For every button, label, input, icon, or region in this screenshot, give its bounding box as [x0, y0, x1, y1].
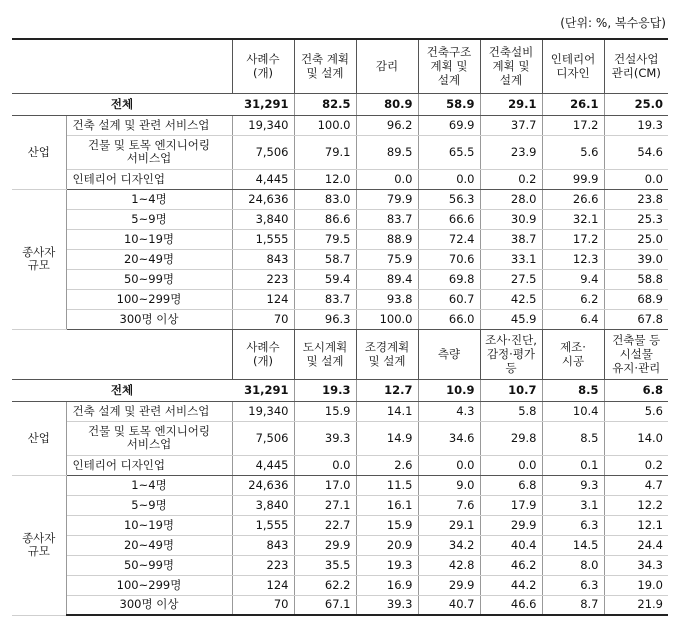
cell-value: 0.1	[542, 455, 604, 475]
cell-value: 12.1	[604, 515, 668, 535]
cell-value: 29.9	[294, 535, 356, 555]
data-row	[12, 115, 668, 135]
cell-value: 70	[232, 309, 294, 329]
total-row	[12, 379, 668, 401]
cell-value: 17.2	[542, 229, 604, 249]
data-row	[12, 401, 668, 421]
column-header: 건축구조 계획 및 설계	[418, 39, 480, 93]
cell-value: 843	[232, 249, 294, 269]
column-header: 건축설비 계획 및 설계	[480, 39, 542, 93]
cell-value: 83.7	[356, 209, 418, 229]
data-row	[12, 249, 668, 269]
row-label: 10~19명	[66, 515, 232, 535]
cell-value: 79.5	[294, 229, 356, 249]
cell-value: 93.8	[356, 289, 418, 309]
cell-value: 7,506	[232, 421, 294, 455]
cell-value: 8.7	[542, 595, 604, 615]
cell-value: 12.0	[294, 169, 356, 189]
cell-value: 12.2	[604, 495, 668, 515]
column-header: 사례수 (개)	[232, 39, 294, 93]
cell-value: 6.4	[542, 309, 604, 329]
cell-value: 3,840	[232, 209, 294, 229]
total-value: 31,291	[232, 379, 294, 401]
cell-value: 60.7	[418, 289, 480, 309]
total-value: 19.3	[294, 379, 356, 401]
cell-value: 0.0	[294, 455, 356, 475]
cell-value: 14.1	[356, 401, 418, 421]
row-label: 5~9명	[66, 495, 232, 515]
column-header: 도시계획 및 설계	[294, 329, 356, 379]
data-row	[12, 309, 668, 329]
row-label: 인테리어 디자인업	[66, 455, 232, 475]
data-row	[12, 169, 668, 189]
cell-value: 96.3	[294, 309, 356, 329]
cell-value: 11.5	[356, 475, 418, 495]
cell-value: 34.6	[418, 421, 480, 455]
cell-value: 1,555	[232, 229, 294, 249]
cell-value: 7.6	[418, 495, 480, 515]
row-label: 1~4명	[66, 475, 232, 495]
total-value: 6.8	[604, 379, 668, 401]
total-value: 26.1	[542, 93, 604, 115]
row-label: 건물 및 토목 엔지니어링 서비스업	[66, 421, 232, 455]
cell-value: 9.4	[542, 269, 604, 289]
cell-value: 39.3	[356, 595, 418, 615]
cell-value: 89.5	[356, 135, 418, 169]
cell-value: 0.0	[604, 169, 668, 189]
cell-value: 15.9	[356, 515, 418, 535]
cell-value: 54.6	[604, 135, 668, 169]
survey-table	[12, 38, 668, 616]
cell-value: 89.4	[356, 269, 418, 289]
row-label: 건축 설계 및 관련 서비스업	[66, 115, 232, 135]
row-label: 5~9명	[66, 209, 232, 229]
cell-value: 16.9	[356, 575, 418, 595]
total-value: 29.1	[480, 93, 542, 115]
cell-value: 45.9	[480, 309, 542, 329]
total-value: 58.9	[418, 93, 480, 115]
row-label: 300명 이상	[66, 309, 232, 329]
data-row	[12, 269, 668, 289]
cell-value: 58.7	[294, 249, 356, 269]
cell-value: 96.2	[356, 115, 418, 135]
data-row	[12, 229, 668, 249]
cell-value: 4,445	[232, 169, 294, 189]
data-row	[12, 495, 668, 515]
cell-value: 46.2	[480, 555, 542, 575]
data-row	[12, 595, 668, 615]
cell-value: 100.0	[294, 115, 356, 135]
cell-value: 72.4	[418, 229, 480, 249]
cell-value: 223	[232, 555, 294, 575]
cell-value: 5.6	[604, 401, 668, 421]
cell-value: 9.3	[542, 475, 604, 495]
header-row	[12, 329, 668, 379]
cell-value: 83.7	[294, 289, 356, 309]
cell-value: 67.8	[604, 309, 668, 329]
cell-value: 17.9	[480, 495, 542, 515]
cell-value: 25.0	[604, 229, 668, 249]
cell-value: 100.0	[356, 309, 418, 329]
cell-value: 29.8	[480, 421, 542, 455]
cell-value: 68.9	[604, 289, 668, 309]
cell-value: 29.9	[418, 575, 480, 595]
row-label: 1~4명	[66, 189, 232, 209]
total-value: 82.5	[294, 93, 356, 115]
column-header: 사례수 (개)	[232, 329, 294, 379]
cell-value: 1,555	[232, 515, 294, 535]
cell-value: 99.9	[542, 169, 604, 189]
row-label: 20~49명	[66, 249, 232, 269]
data-row	[12, 209, 668, 229]
column-header: 감리	[356, 39, 418, 93]
header-corner	[12, 39, 232, 93]
cell-value: 19,340	[232, 401, 294, 421]
row-label: 300명 이상	[66, 595, 232, 615]
cell-value: 3,840	[232, 495, 294, 515]
cell-value: 62.2	[294, 575, 356, 595]
cell-value: 27.5	[480, 269, 542, 289]
cell-value: 0.0	[356, 169, 418, 189]
cell-value: 6.2	[542, 289, 604, 309]
cell-value: 66.6	[418, 209, 480, 229]
cell-value: 32.1	[542, 209, 604, 229]
cell-value: 9.0	[418, 475, 480, 495]
cell-value: 29.9	[480, 515, 542, 535]
cell-value: 6.3	[542, 575, 604, 595]
cell-value: 12.3	[542, 249, 604, 269]
cell-value: 79.1	[294, 135, 356, 169]
cell-value: 4.7	[604, 475, 668, 495]
cell-value: 17.2	[542, 115, 604, 135]
cell-value: 26.6	[542, 189, 604, 209]
cell-value: 22.7	[294, 515, 356, 535]
data-row	[12, 535, 668, 555]
row-label: 100~299명	[66, 575, 232, 595]
total-row	[12, 93, 668, 115]
cell-value: 69.8	[418, 269, 480, 289]
data-row	[12, 189, 668, 209]
cell-value: 19,340	[232, 115, 294, 135]
row-label: 50~99명	[66, 555, 232, 575]
cell-value: 58.8	[604, 269, 668, 289]
total-label: 전체	[12, 379, 232, 401]
data-row	[12, 575, 668, 595]
column-header: 인테리어 디자인	[542, 39, 604, 93]
cell-value: 4,445	[232, 455, 294, 475]
cell-value: 843	[232, 535, 294, 555]
cell-value: 0.0	[418, 455, 480, 475]
cell-value: 24.4	[604, 535, 668, 555]
data-row	[12, 421, 668, 455]
row-label: 건물 및 토목 엔지니어링 서비스업	[66, 135, 232, 169]
data-row	[12, 455, 668, 475]
cell-value: 124	[232, 289, 294, 309]
total-value: 25.0	[604, 93, 668, 115]
cell-value: 40.7	[418, 595, 480, 615]
cell-value: 66.0	[418, 309, 480, 329]
cell-value: 34.3	[604, 555, 668, 575]
data-row	[12, 515, 668, 535]
cell-value: 70	[232, 595, 294, 615]
cell-value: 0.2	[480, 169, 542, 189]
data-row	[12, 555, 668, 575]
total-label: 전체	[12, 93, 232, 115]
cell-value: 6.8	[480, 475, 542, 495]
survey-table-body	[12, 39, 668, 615]
total-value: 10.7	[480, 379, 542, 401]
cell-value: 2.6	[356, 455, 418, 475]
cell-value: 5.6	[542, 135, 604, 169]
cell-value: 42.5	[480, 289, 542, 309]
cell-value: 29.1	[418, 515, 480, 535]
cell-value: 17.0	[294, 475, 356, 495]
cell-value: 27.1	[294, 495, 356, 515]
cell-value: 14.5	[542, 535, 604, 555]
row-category: 종사자 규모	[12, 189, 66, 329]
cell-value: 67.1	[294, 595, 356, 615]
column-header: 건축물 등 시설물 유지·관리	[604, 329, 668, 379]
cell-value: 19.3	[604, 115, 668, 135]
data-row	[12, 289, 668, 309]
cell-value: 34.2	[418, 535, 480, 555]
cell-value: 42.8	[418, 555, 480, 575]
cell-value: 124	[232, 575, 294, 595]
column-header: 건축 계획 및 설계	[294, 39, 356, 93]
row-label: 건축 설계 및 관련 서비스업	[66, 401, 232, 421]
cell-value: 23.9	[480, 135, 542, 169]
cell-value: 4.3	[418, 401, 480, 421]
cell-value: 38.7	[480, 229, 542, 249]
cell-value: 33.1	[480, 249, 542, 269]
total-value: 80.9	[356, 93, 418, 115]
row-category: 산업	[12, 401, 66, 475]
cell-value: 0.0	[418, 169, 480, 189]
column-header: 조경계획 및 설계	[356, 329, 418, 379]
cell-value: 7,506	[232, 135, 294, 169]
cell-value: 8.5	[542, 421, 604, 455]
cell-value: 28.0	[480, 189, 542, 209]
cell-value: 5.8	[480, 401, 542, 421]
row-label: 50~99명	[66, 269, 232, 289]
cell-value: 25.3	[604, 209, 668, 229]
cell-value: 39.0	[604, 249, 668, 269]
cell-value: 69.9	[418, 115, 480, 135]
cell-value: 70.6	[418, 249, 480, 269]
cell-value: 15.9	[294, 401, 356, 421]
cell-value: 44.2	[480, 575, 542, 595]
cell-value: 10.4	[542, 401, 604, 421]
cell-value: 24,636	[232, 189, 294, 209]
row-category: 산업	[12, 115, 66, 189]
column-header: 제조· 시공	[542, 329, 604, 379]
cell-value: 75.9	[356, 249, 418, 269]
column-header: 측량	[418, 329, 480, 379]
cell-value: 83.0	[294, 189, 356, 209]
row-label: 인테리어 디자인업	[66, 169, 232, 189]
cell-value: 37.7	[480, 115, 542, 135]
header-corner	[12, 329, 232, 379]
cell-value: 65.5	[418, 135, 480, 169]
cell-value: 3.1	[542, 495, 604, 515]
total-value: 8.5	[542, 379, 604, 401]
cell-value: 30.9	[480, 209, 542, 229]
cell-value: 19.0	[604, 575, 668, 595]
total-value: 31,291	[232, 93, 294, 115]
cell-value: 88.9	[356, 229, 418, 249]
cell-value: 35.5	[294, 555, 356, 575]
cell-value: 0.2	[604, 455, 668, 475]
cell-value: 0.0	[480, 455, 542, 475]
cell-value: 19.3	[356, 555, 418, 575]
cell-value: 56.3	[418, 189, 480, 209]
cell-value: 79.9	[356, 189, 418, 209]
cell-value: 23.8	[604, 189, 668, 209]
cell-value: 24,636	[232, 475, 294, 495]
column-header: 건설사업 관리(CM)	[604, 39, 668, 93]
cell-value: 40.4	[480, 535, 542, 555]
row-label: 10~19명	[66, 229, 232, 249]
row-category: 종사자 규모	[12, 475, 66, 615]
row-label: 100~299명	[66, 289, 232, 309]
unit-note: (단위: %, 복수응답)	[560, 16, 666, 30]
cell-value: 20.9	[356, 535, 418, 555]
cell-value: 223	[232, 269, 294, 289]
cell-value: 16.1	[356, 495, 418, 515]
header-row	[12, 39, 668, 93]
cell-value: 59.4	[294, 269, 356, 289]
cell-value: 6.3	[542, 515, 604, 535]
total-value: 12.7	[356, 379, 418, 401]
cell-value: 46.6	[480, 595, 542, 615]
cell-value: 8.0	[542, 555, 604, 575]
cell-value: 39.3	[294, 421, 356, 455]
cell-value: 14.0	[604, 421, 668, 455]
column-header: 조사·진단, 감정·평가 등	[480, 329, 542, 379]
cell-value: 86.6	[294, 209, 356, 229]
total-value: 10.9	[418, 379, 480, 401]
cell-value: 21.9	[604, 595, 668, 615]
row-label: 20~49명	[66, 535, 232, 555]
cell-value: 14.9	[356, 421, 418, 455]
data-row	[12, 475, 668, 495]
data-row	[12, 135, 668, 169]
